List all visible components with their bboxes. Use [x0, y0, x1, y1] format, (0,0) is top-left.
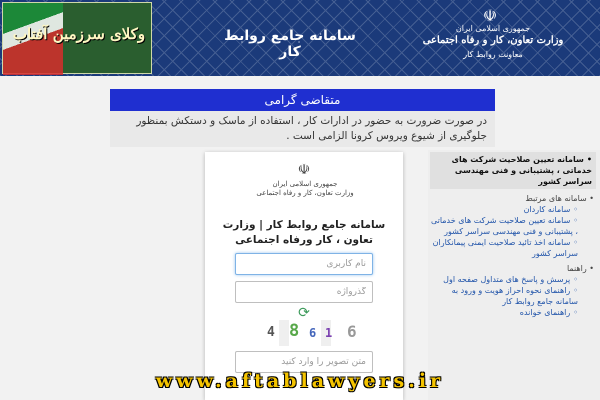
sidebar-item-guide-2[interactable]: [428, 285, 578, 307]
captcha-digit: 8: [289, 321, 300, 341]
refresh-captcha-icon[interactable]: ⟳: [298, 305, 310, 321]
card-ministry-name: وزارت تعاون، کار و رفاه اجتماعی: [256, 189, 354, 197]
bullet-icon: ◦: [573, 216, 578, 225]
watermark: www.aftablawyers.ir: [155, 370, 445, 392]
captcha-image: [265, 320, 365, 346]
sidebar-main-link[interactable]: [430, 152, 596, 189]
ministry-country: جمهوری اسلامی ایران: [455, 24, 531, 33]
bullet-icon: ◦: [573, 286, 578, 295]
username-input[interactable]: [235, 253, 373, 275]
bullet-icon: •: [586, 155, 592, 164]
sidebar-item-label: پرسش و پاسخ های متداول صفحه اول: [443, 275, 571, 284]
login-card: [205, 152, 403, 400]
bullet-icon: ◦: [573, 238, 578, 247]
sidebar-section-guide: • راهنما: [566, 264, 594, 273]
sidebar-main-label: سامانه تعیین صلاحیت شرکت های خدماتی ، پشتیبانی و فنی مهندسی سراسر کشور: [451, 155, 592, 186]
iran-emblem-icon: ☫: [297, 162, 311, 178]
notice-title: متقاضی گرامی: [110, 89, 495, 111]
logo-text: وکلای سرزمین آفتاب: [12, 25, 146, 43]
sidebar-item-label: سامانه اخذ تائید صلاحیت ایمنی پیمانکاران سراسر کشور: [432, 238, 578, 258]
sidebar-section-guide-label: راهنما: [566, 264, 587, 273]
sidebar-item-guide-1[interactable]: [428, 274, 578, 285]
sidebar-section-related-label: سامانه های مرتبط: [525, 194, 587, 203]
captcha-digit: 1: [325, 326, 333, 340]
sidebar-section-related: • سامانه های مرتبط: [525, 194, 594, 203]
card-ministry-logo: [245, 180, 365, 198]
sidebar-item-related-2[interactable]: [428, 215, 578, 237]
iran-emblem-icon: ☫: [482, 6, 498, 25]
bullet-icon: ◦: [573, 205, 578, 214]
login-title: سامانه جامع روابط کار | وزارت تعاون ، کار ورفاه اجتماعی: [222, 219, 386, 246]
bullet-icon: ◦: [573, 275, 578, 284]
site-logo[interactable]: [2, 2, 152, 74]
captcha-noise: [279, 320, 289, 346]
ministry-name: وزارت تعاون، کار و رفاه اجتماعی: [422, 35, 564, 46]
notice-body: در صورت ضرورت به حضور در ادارات کار ، استفاده از ماسک و دستکش بمنظور جلوگیری از شیوع ویروس کرونا الزامی است .: [110, 111, 495, 147]
captcha-digit: 6: [347, 322, 357, 341]
sidebar-item-label: راهنمای نحوه احراز هویت و ورود به سامانه جامع روابط کار: [451, 286, 578, 306]
password-input[interactable]: [235, 281, 373, 303]
bullet-icon: ◦: [573, 308, 578, 317]
ministry-department: معاونت روابط کار: [463, 50, 523, 59]
captcha-digit: 4: [267, 325, 275, 340]
sidebar-item-label: سامانه تعیین صلاحیت شرکت های خدماتی ، پشتیبانی و فنی مهندسی سراسر کشور: [430, 216, 578, 236]
ministry-logo: [418, 24, 568, 59]
sidebar-item-related-3[interactable]: [428, 237, 578, 259]
sidebar-item-guide-3[interactable]: [428, 307, 578, 318]
captcha-digit: 6: [309, 326, 317, 340]
system-title: سامانه جامع روابط کار: [224, 28, 356, 60]
sidebar: [428, 150, 600, 400]
header-banner: [0, 0, 600, 76]
card-ministry-country: جمهوری اسلامی ایران: [272, 180, 338, 188]
sidebar-item-related-1[interactable]: [428, 204, 578, 215]
sidebar-item-label: راهنمای خوانده: [519, 308, 571, 317]
sidebar-item-label: سامانه کاردان: [523, 205, 571, 214]
